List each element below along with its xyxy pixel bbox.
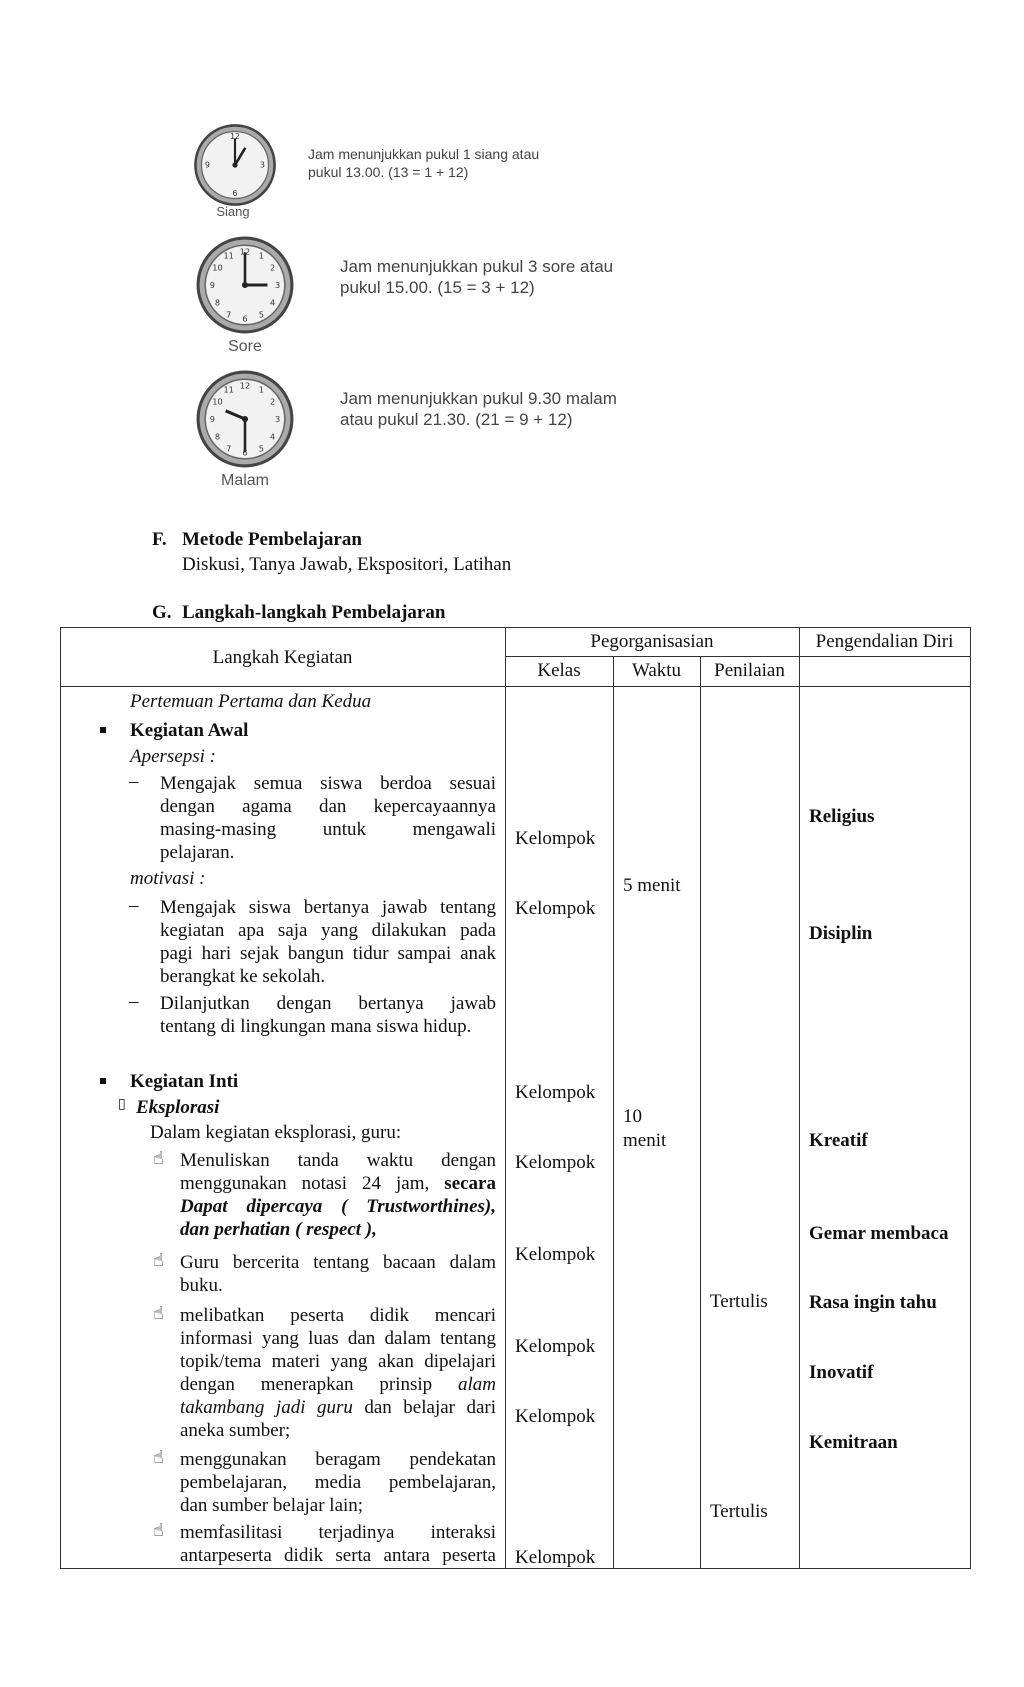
table-border-right (970, 627, 971, 1569)
inti-item-3-line: informasi yang luas dan dalam tentang (180, 1328, 496, 1349)
dash-icon: – (129, 895, 139, 916)
kegiatan-inti-title: Kegiatan Inti (130, 1071, 239, 1092)
dash-icon: – (129, 991, 139, 1012)
awal-item-1 (160, 772, 496, 864)
awal-item-2-line: pagi hari sejak bangun tidur sampai anak (160, 943, 496, 964)
inti-item-3-text: dengan menerapkan prinsip (180, 1374, 433, 1395)
svg-text:6: 6 (242, 447, 248, 458)
header-kelas: Kelas (537, 660, 581, 681)
kegiatan-awal-title: Kegiatan Awal (130, 720, 249, 741)
inti-item-1-line: Menuliskan tanda waktu dengan (180, 1150, 496, 1171)
clock-siang-caption: Siang (216, 204, 250, 219)
svg-text:11: 11 (223, 384, 234, 395)
kelas-value: Kelompok (515, 828, 596, 849)
motivasi-label: motivasi : (130, 868, 206, 889)
svg-text:11: 11 (223, 250, 234, 261)
table-col-divider-4 (799, 627, 800, 1569)
inti-item-1 (180, 1149, 496, 1241)
svg-text:6: 6 (242, 313, 248, 324)
inti-item-1-line: dan perhatian ( respect ), (180, 1219, 377, 1240)
svg-text:1: 1 (258, 384, 264, 395)
inti-item-3-text: dan belajar dari (364, 1397, 497, 1418)
inti-item-1-bold: secara (444, 1173, 496, 1194)
awal-item-1-line: pelajaran. (160, 842, 235, 863)
box-icon: ▯ (118, 1096, 126, 1112)
inti-item-5-line: memfasilitasi terjadinya interaksi (180, 1522, 496, 1543)
inti-item-4-line: dan sumber belajar lain; (180, 1495, 364, 1516)
clock-siang-desc-line1: Jam menunjukkan pukul 1 siang atau (308, 146, 540, 162)
inti-item-4 (180, 1448, 496, 1517)
inti-item-3-line: aneka sumber; (180, 1420, 291, 1441)
penilaian-value: Tertulis (710, 1291, 768, 1312)
inti-item-1-line: Dapat dipercaya ( Trustworthines), (180, 1196, 496, 1217)
clock-malam-desc-line1: Jam menunjukkan pukul 9.30 malam (340, 389, 617, 408)
table-col-divider-2 (613, 656, 614, 1569)
clock-sore-description (340, 256, 613, 299)
clock-sore-desc-line2: pukul 15.00. (15 = 3 + 12) (340, 278, 535, 298)
svg-text:4: 4 (269, 297, 276, 308)
clock-sore (192, 232, 672, 357)
karakter-value: Inovatif (809, 1362, 874, 1383)
inti-item-2-line: buku. (180, 1275, 223, 1296)
inti-item-3 (180, 1304, 496, 1442)
table-col-divider-3 (700, 656, 701, 1569)
bullet-kegiatan-inti (100, 1078, 106, 1084)
inti-item-3-line (180, 1396, 496, 1419)
awal-item-3 (160, 992, 496, 1038)
awal-item-2-line: kegiatan apa saja yang dilakukan pada (160, 920, 496, 941)
section-g-heading (152, 602, 445, 624)
header-penilaian: Penilaian (714, 660, 785, 681)
clock-malam-description (340, 388, 617, 431)
clock-sore-desc-line1: Jam menunjukkan pukul 3 sore atau (340, 257, 614, 276)
kelas-value: Kelompok (515, 1336, 596, 1357)
karakter-value: Disiplin (809, 923, 873, 944)
svg-text:7: 7 (226, 443, 232, 454)
header-pengendalian-diri: Pengendalian Diri (815, 631, 954, 652)
bullet-kegiatan-awal (100, 727, 106, 733)
header-langkah-kegiatan: Langkah Kegiatan (212, 647, 353, 668)
svg-text:5: 5 (258, 443, 264, 454)
svg-text:3: 3 (275, 280, 281, 291)
kelas-value: Kelompok (515, 1152, 596, 1173)
clock-sore-caption: Sore (228, 338, 262, 355)
inti-item-3-italic: takambang jadi guru (180, 1397, 353, 1418)
pointing-hand-icon: ☝ (153, 1250, 164, 1271)
pointing-hand-icon: ☝ (153, 1303, 164, 1324)
karakter-value: Gemar membaca (809, 1223, 949, 1244)
inti-item-3-line (180, 1373, 496, 1396)
kelas-value: Kelompok (515, 1547, 596, 1568)
awal-item-1-line: dengan agama dan kepercayaannya (160, 796, 496, 817)
svg-text:6: 6 (232, 188, 238, 198)
svg-text:12: 12 (239, 380, 251, 391)
inti-item-1-line (180, 1172, 496, 1195)
table-col-divider-1 (505, 627, 506, 1569)
awal-item-2-line: berangkat ke sekolah. (160, 966, 326, 987)
karakter-value: Rasa ingin tahu (809, 1292, 937, 1313)
clock-sore-icon (194, 234, 296, 336)
svg-text:1: 1 (258, 250, 264, 261)
penilaian-value: Tertulis (710, 1501, 768, 1522)
svg-text:7: 7 (226, 309, 232, 320)
karakter-value: Religius (809, 806, 875, 827)
pointing-hand-icon: ☝ (153, 1520, 164, 1541)
awal-item-2 (160, 896, 496, 988)
svg-text:8: 8 (214, 431, 221, 442)
svg-text:2: 2 (269, 396, 276, 407)
inti-item-5-line: antarpeserta didik serta antara peserta (180, 1545, 496, 1566)
svg-text:3: 3 (275, 414, 281, 425)
awal-item-1-line: masing-masing untuk mengawali (160, 819, 496, 840)
awal-item-1-line: Mengajak semua siswa berdoa sesuai (160, 773, 496, 794)
inti-item-1-text: menggunakan notasi 24 jam, (180, 1173, 430, 1194)
inti-item-4-line: menggunakan beragam pendekatan (180, 1449, 496, 1470)
inti-item-2-line: Guru bercerita tentang bacaan dalam (180, 1252, 496, 1273)
eksplorasi-intro: Dalam kegiatan eksplorasi, guru: (150, 1122, 402, 1143)
clock-malam-icon (194, 368, 296, 470)
section-g-letter: G. (152, 602, 172, 623)
inti-item-5 (180, 1521, 496, 1567)
inti-item-3-italic: alam (458, 1374, 497, 1395)
svg-text:10: 10 (212, 396, 223, 407)
awal-item-2-line: Mengajak siswa bertanya jawab tentang (160, 897, 496, 918)
table-border-left (60, 627, 61, 1569)
karakter-value: Kemitraan (809, 1432, 898, 1453)
eksplorasi-label: Eksplorasi (136, 1097, 220, 1118)
dash-icon: – (129, 771, 139, 792)
waktu-value: menit (623, 1130, 667, 1151)
svg-text:9: 9 (209, 280, 215, 291)
kelas-value: Kelompok (515, 898, 596, 919)
inti-item-4-line: pembelajaran, media pembelajaran, (180, 1472, 496, 1493)
svg-text:4: 4 (269, 431, 276, 442)
svg-text:5: 5 (258, 309, 264, 320)
svg-text:12: 12 (239, 246, 251, 257)
clock-malam-caption: Malam (220, 472, 269, 489)
clock-siang (190, 118, 610, 218)
header-waktu: Waktu (631, 660, 682, 681)
waktu-value: 5 menit (623, 875, 681, 896)
section-f-letter: F. (152, 529, 167, 550)
section-f-title: Metode Pembelajaran (182, 529, 362, 550)
svg-text:12: 12 (230, 132, 240, 142)
kelas-value: Kelompok (515, 1406, 596, 1427)
svg-text:10: 10 (212, 262, 223, 273)
svg-text:9: 9 (209, 414, 215, 425)
kelas-value: Kelompok (515, 1082, 596, 1103)
awal-item-3-line: tentang di lingkungan mana siswa hidup. (160, 1016, 472, 1037)
inti-item-3-line: topik/tema materi yang akan dipelajari (180, 1351, 496, 1372)
table-header-bottom (60, 686, 971, 687)
awal-item-3-line: Dilanjutkan dengan bertanya jawab (160, 993, 496, 1014)
pointing-hand-icon: ☝ (153, 1148, 164, 1169)
clock-malam-desc-line2: atau pukul 21.30. (21 = 9 + 12) (340, 410, 573, 430)
svg-text:9: 9 (205, 160, 210, 170)
clock-siang-icon (192, 122, 278, 208)
pertemuan-label: Pertemuan Pertama dan Kedua (130, 691, 372, 712)
clock-siang-desc-line2: pukul 13.00. (13 = 1 + 12) (308, 163, 469, 180)
svg-text:8: 8 (214, 297, 221, 308)
svg-text:2: 2 (269, 262, 276, 273)
clock-siang-description (308, 146, 539, 181)
table-subheader-line (505, 656, 971, 657)
section-g-title: Langkah-langkah Pembelajaran (182, 602, 446, 623)
apersepsi-label: Apersepsi : (130, 746, 217, 767)
waktu-value: 10 (623, 1106, 642, 1127)
inti-item-2 (180, 1251, 496, 1297)
clock-malam (192, 366, 672, 491)
svg-text:3: 3 (260, 160, 265, 170)
kelas-value: Kelompok (515, 1244, 596, 1265)
section-f-body: Diskusi, Tanya Jawab, Ekspositori, Latihan (182, 554, 512, 575)
header-pegorganisasian: Pegorganisasian (590, 631, 714, 652)
inti-item-3-line: melibatkan peserta didik mencari (180, 1305, 496, 1326)
table-border-top (60, 627, 971, 628)
section-f-heading (152, 529, 362, 551)
pointing-hand-icon: ☝ (153, 1447, 164, 1468)
karakter-value: Kreatif (809, 1130, 868, 1151)
